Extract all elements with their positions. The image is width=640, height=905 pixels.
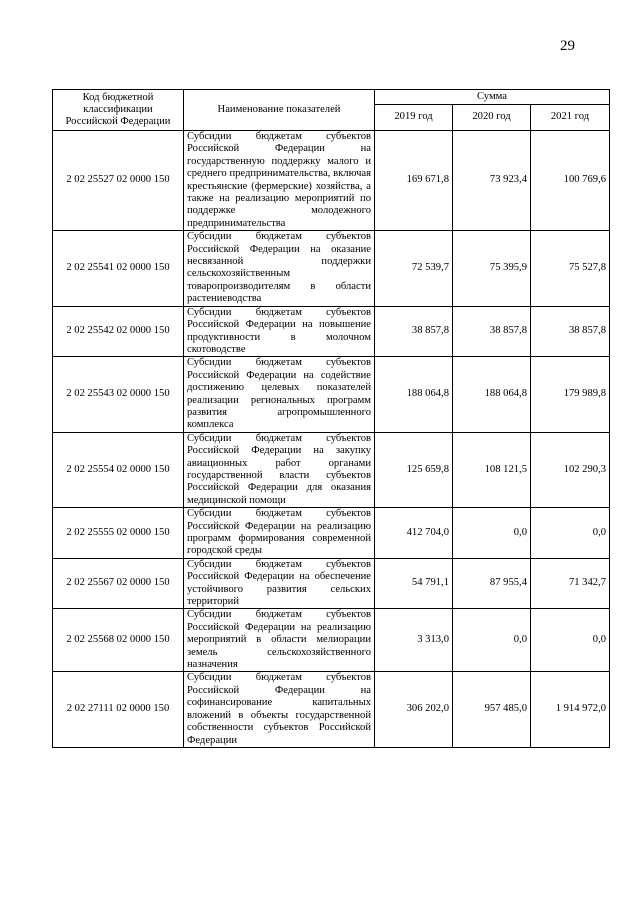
indicator-name: Субсидии бюджетам субъектов Российской Федерации на обеспечение устойчивого развития сельских территорий	[184, 558, 375, 609]
indicator-name: Субсидии бюджетам субъектов Российской Федерации на реализацию программ формирования современной городской среды	[184, 508, 375, 559]
budget-table	[52, 89, 610, 748]
amount-2021: 102 290,3	[531, 432, 610, 507]
amount-2019: 169 671,8	[375, 131, 453, 231]
table-row	[53, 672, 610, 747]
header-code: Код бюджетной классификации Российской Федерации	[53, 90, 184, 131]
table-row	[53, 508, 610, 559]
amount-2019: 72 539,7	[375, 231, 453, 306]
amount-2019: 125 659,8	[375, 432, 453, 507]
amount-2021: 100 769,6	[531, 131, 610, 231]
header-name: Наименование показателей	[184, 90, 375, 131]
header-year-2021: 2021 год	[531, 105, 610, 131]
amount-2020: 0,0	[453, 609, 531, 672]
header-year-2020: 2020 год	[453, 105, 531, 131]
table-row	[53, 306, 610, 357]
header-sum: Сумма	[375, 90, 610, 105]
header-row-top	[53, 90, 610, 105]
amount-2021: 0,0	[531, 508, 610, 559]
budget-code: 2 02 27111 02 0000 150	[53, 672, 184, 747]
indicator-name: Субсидии бюджетам субъектов Российской Федерации на государственную поддержку малого и среднего предпринимательства, включая крестьянские (фермерские) хозяйства, а также на реализацию мероприятий по поддержке молодежного предпринимательства	[184, 131, 375, 231]
budget-code: 2 02 25568 02 0000 150	[53, 609, 184, 672]
amount-2020: 108 121,5	[453, 432, 531, 507]
amount-2019: 412 704,0	[375, 508, 453, 559]
amount-2020: 75 395,9	[453, 231, 531, 306]
budget-code: 2 02 25555 02 0000 150	[53, 508, 184, 559]
table-row	[53, 357, 610, 432]
amount-2021: 0,0	[531, 609, 610, 672]
amount-2019: 38 857,8	[375, 306, 453, 357]
indicator-name: Субсидии бюджетам субъектов Российской Федерации на реализацию мероприятий в области мелиорации земель сельскохозяйственного назначения	[184, 609, 375, 672]
amount-2019: 188 064,8	[375, 357, 453, 432]
table-row	[53, 131, 610, 231]
amount-2021: 1 914 972,0	[531, 672, 610, 747]
amount-2021: 38 857,8	[531, 306, 610, 357]
amount-2021: 71 342,7	[531, 558, 610, 609]
table-row	[53, 558, 610, 609]
page-number: 29	[560, 38, 575, 54]
budget-code: 2 02 25543 02 0000 150	[53, 357, 184, 432]
amount-2020: 0,0	[453, 508, 531, 559]
table-row	[53, 231, 610, 306]
indicator-name: Субсидии бюджетам субъектов Российской Федерации на повышение продуктивности в молочном скотоводстве	[184, 306, 375, 357]
amount-2020: 38 857,8	[453, 306, 531, 357]
budget-code: 2 02 25541 02 0000 150	[53, 231, 184, 306]
amount-2020: 957 485,0	[453, 672, 531, 747]
header-year-2019: 2019 год	[375, 105, 453, 131]
amount-2019: 54 791,1	[375, 558, 453, 609]
budget-code: 2 02 25527 02 0000 150	[53, 131, 184, 231]
amount-2019: 306 202,0	[375, 672, 453, 747]
amount-2021: 75 527,8	[531, 231, 610, 306]
amount-2020: 188 064,8	[453, 357, 531, 432]
indicator-name: Субсидии бюджетам субъектов Российской Федерации на закупку авиационных работ органами государственной власти субъектов Российской Федерации для оказания медицинской помощи	[184, 432, 375, 507]
table-row	[53, 432, 610, 507]
table-row	[53, 609, 610, 672]
indicator-name: Субсидии бюджетам субъектов Российской Федерации на оказание несвязанной поддержки сельскохозяйственным товаропроизводителям в области растениеводства	[184, 231, 375, 306]
amount-2021: 179 989,8	[531, 357, 610, 432]
amount-2020: 87 955,4	[453, 558, 531, 609]
budget-code: 2 02 25554 02 0000 150	[53, 432, 184, 507]
indicator-name: Субсидии бюджетам субъектов Российской Федерации на содействие достижению целевых показателей реализации региональных программ развития агропромышленного комплекса	[184, 357, 375, 432]
indicator-name: Субсидии бюджетам субъектов Российской Федерации на софинансирование капитальных вложений в объекты государственной собственности субъектов Российской Федерации	[184, 672, 375, 747]
budget-code: 2 02 25542 02 0000 150	[53, 306, 184, 357]
amount-2019: 3 313,0	[375, 609, 453, 672]
amount-2020: 73 923,4	[453, 131, 531, 231]
budget-code: 2 02 25567 02 0000 150	[53, 558, 184, 609]
